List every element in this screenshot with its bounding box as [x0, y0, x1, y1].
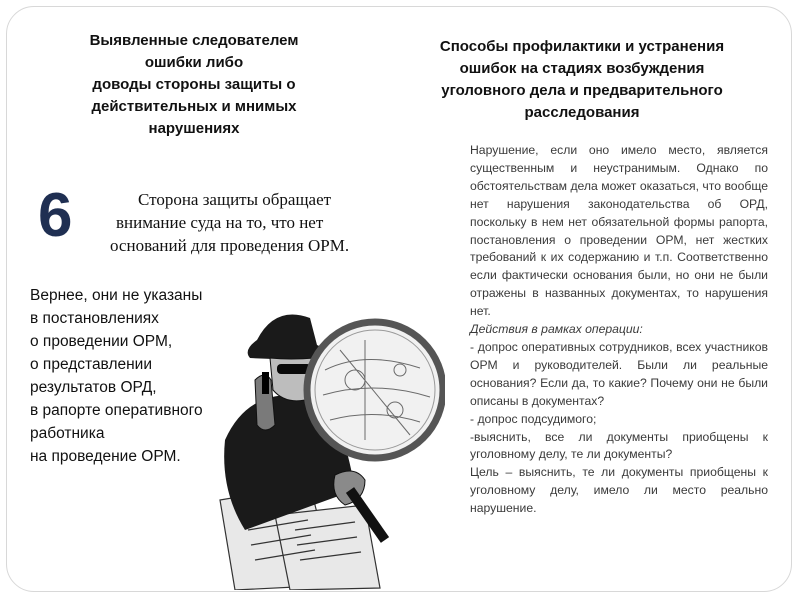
left-heading: [58, 30, 330, 140]
left-heading-line: нарушениях: [148, 120, 240, 137]
left-heading-line: доводы стороны защиты о: [92, 76, 296, 93]
rather-line: работника: [30, 425, 105, 442]
rather-statement: [30, 284, 260, 468]
action-item: - допрос подсудимого;: [470, 411, 597, 426]
right-heading-line: ошибок на стадиях возбуждения: [459, 60, 705, 77]
rather-line: на проведение ОРМ.: [30, 448, 181, 465]
violation-paragraph: Нарушение, если оно имело место, является существенным и неустранимым. Однако по обстоятельствам дела может оказаться, что вообще нет нарушения законодательства об ОРД, поскольку в нем нет обязательной формы рапорта, постановления о проведении ОРМ, нет жестких требований к их содержанию и т.п. Соответственно если фактически основания были, но они не были отражены в названных документах, то нарушения нет.: [470, 143, 768, 319]
rather-line: в рапорте оперативного: [30, 402, 203, 419]
defense-line: внимание суда на то, что нет: [116, 213, 324, 232]
action-item: - допрос оперативных сотрудников, всех участников ОРМ и руководителей. Были ли реальные основания? Если да, то какие? Почему они не были описаны в документах?: [470, 339, 768, 408]
rather-line: о проведении ОРМ,: [30, 333, 173, 350]
rather-line: Вернее, они не указаны: [30, 287, 203, 304]
right-heading-line: Способы профилактики и устранения: [439, 38, 725, 55]
defense-line: оснований для проведения ОРМ.: [110, 236, 350, 255]
action-item: -выяснить, все ли документы приобщены к уголовному делу, те ли документы?: [470, 429, 768, 462]
right-heading: [404, 36, 760, 124]
left-heading-line: действительных и мнимых: [91, 98, 297, 115]
rather-line: в постановлениях: [30, 310, 159, 327]
slide-number: 6: [38, 181, 73, 250]
right-heading-line: расследования: [524, 104, 640, 121]
actions-title: Действия в рамках операции:: [470, 322, 643, 337]
goal-paragraph: Цель – выяснить, те ли документы приобщены к уголовному делу, имело ли место реально нарушение.: [470, 465, 768, 516]
prevention-body: [470, 142, 768, 518]
rather-line: результатов ОРД,: [30, 379, 157, 396]
rather-line: о представлении: [30, 356, 152, 373]
left-heading-line: ошибки либо: [144, 54, 244, 71]
left-heading-line: Выявленные следователем: [89, 32, 299, 49]
magnifier-graphic: [307, 322, 443, 540]
defense-statement: [110, 188, 410, 257]
right-heading-line: уголовного дела и предварительного: [441, 82, 723, 99]
defense-line: Сторона защиты обращает: [138, 190, 332, 209]
